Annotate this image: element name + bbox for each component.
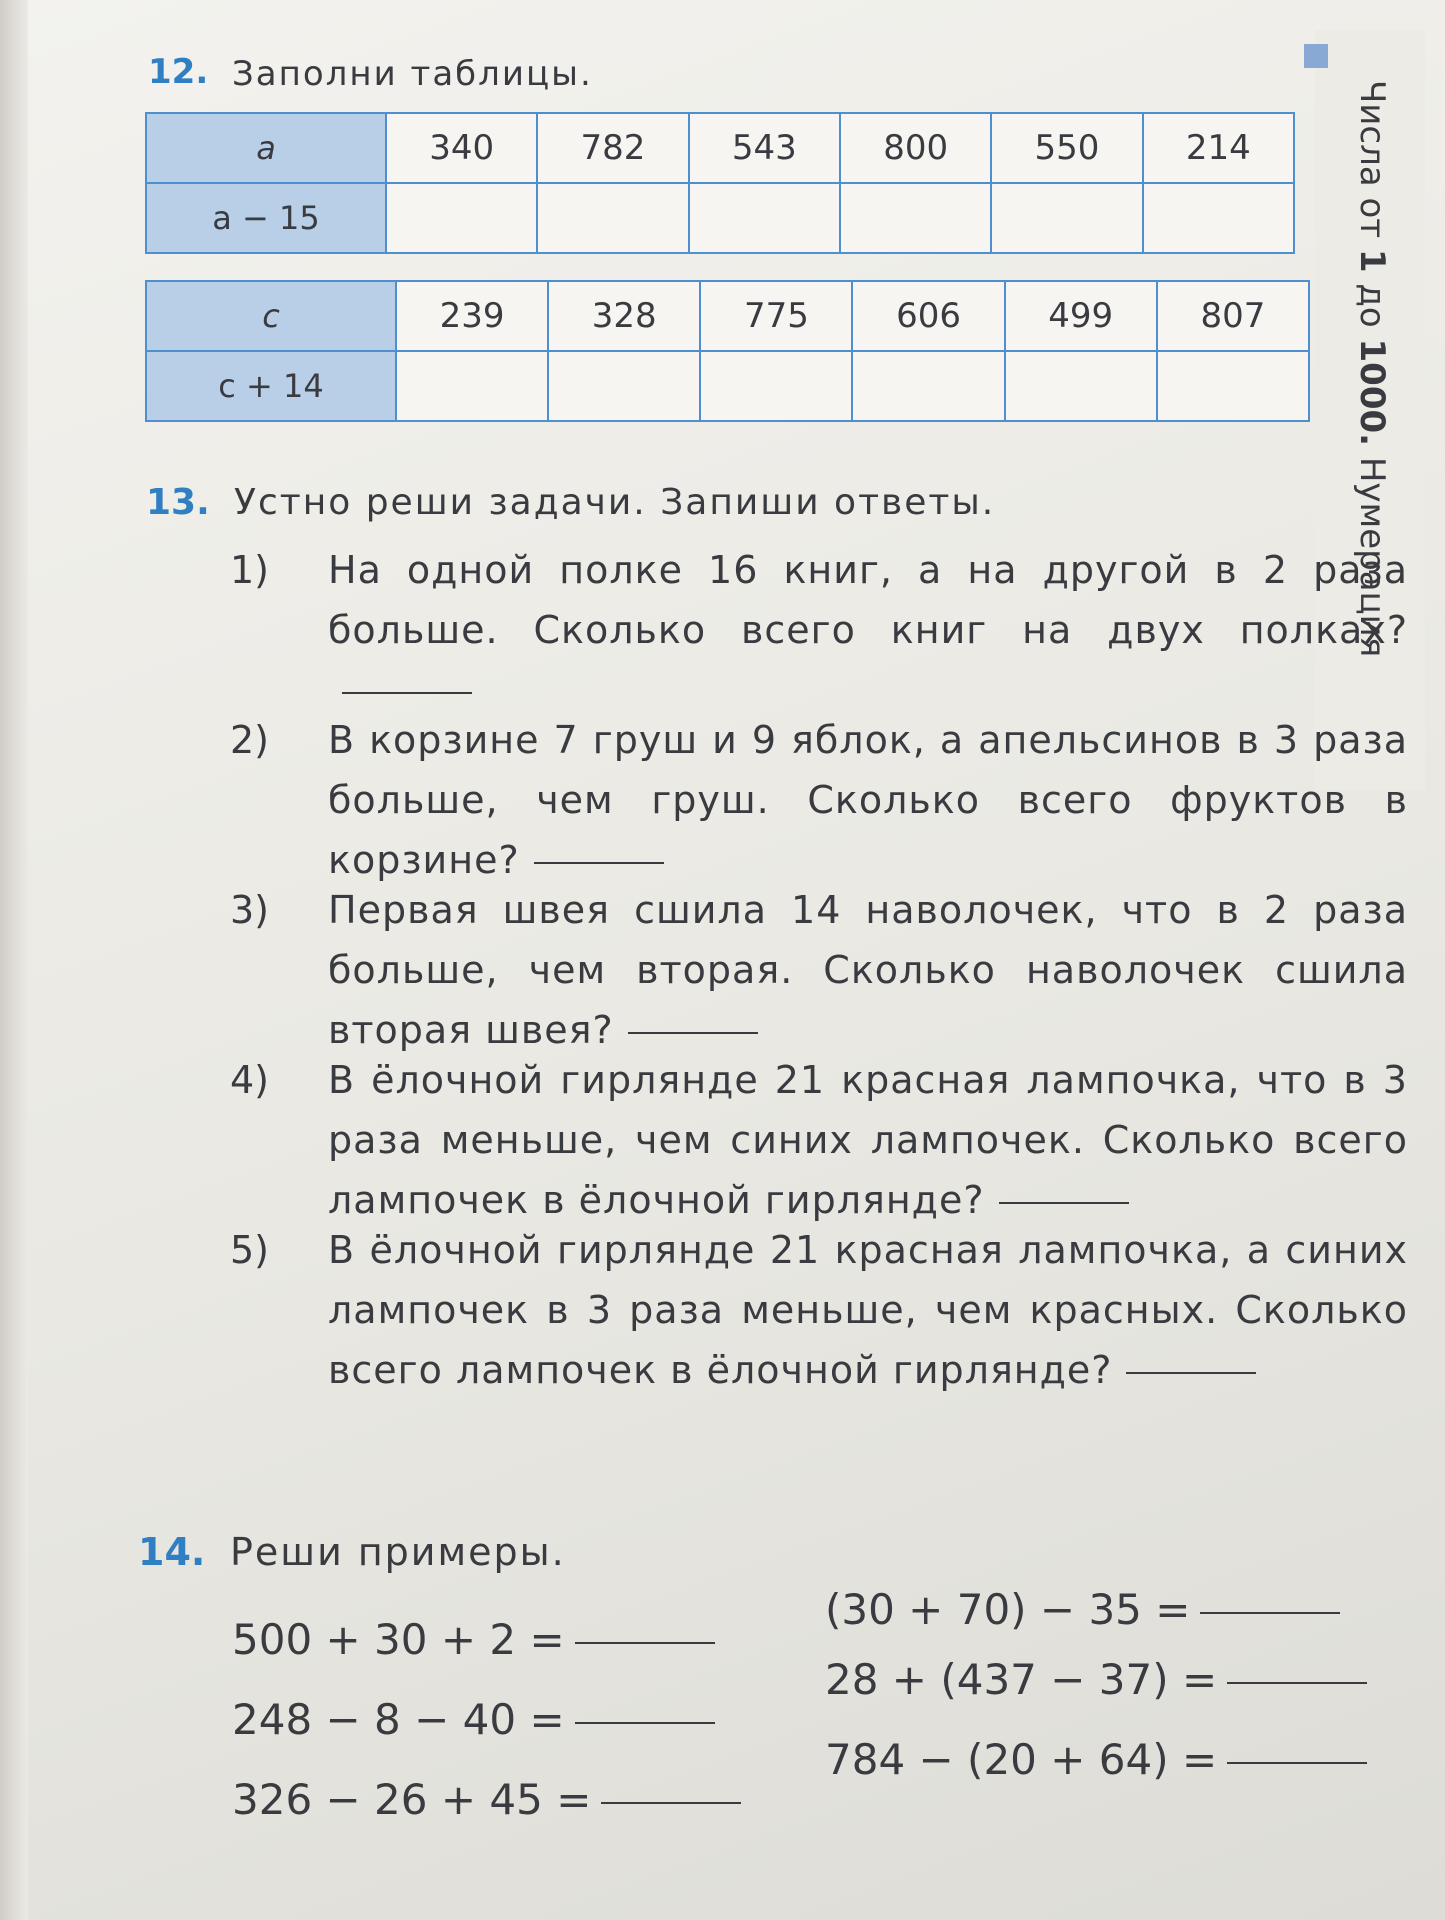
answer-blank[interactable] (1200, 1611, 1340, 1614)
table-a-value: 214 (1143, 113, 1294, 183)
problem-5 (230, 1220, 1410, 1470)
table-a-answer-row (146, 183, 1294, 253)
table-c-value: 239 (396, 281, 548, 351)
table-c-value: 499 (1005, 281, 1157, 351)
problem-number: 4) (230, 1058, 270, 1102)
answer-blank[interactable] (1227, 1681, 1367, 1684)
problem-number: 2) (230, 718, 270, 762)
chapter-title-part: Нумерация (1352, 446, 1392, 658)
table-a-answer-cell[interactable] (537, 183, 688, 253)
table-a-value: 800 (840, 113, 991, 183)
problem-text (328, 1220, 1408, 1400)
example-expression: (30 + 70) − 35 = (825, 1585, 1191, 1634)
problem-text-content: В ёлочной гирлянде 21 красная лампочка, а синих лампочек в 3 раза меньше, чем красных. Сколько всего лампочек в ёлочной гирлянде? (328, 1228, 1408, 1392)
example-row (825, 1735, 1367, 1784)
problem-text-content: На одной полке 16 книг, а на другой в 2 раза больше. Сколько всего книг на двух полках? (328, 548, 1408, 652)
table-a-value: 550 (991, 113, 1142, 183)
example-row (232, 1695, 715, 1744)
example-expression: 784 − (20 + 64) = (825, 1735, 1218, 1784)
problem-text (328, 880, 1408, 1060)
answer-blank[interactable] (1126, 1371, 1256, 1374)
example-row (825, 1655, 1367, 1704)
example-expression: 28 + (437 − 37) = (825, 1655, 1218, 1704)
problem-text-content: В ёлочной гирлянде 21 красная лампочка, что в 3 раза меньше, чем синих лампочек. Сколько всего лампочек в ёлочной гирлянде? (328, 1058, 1408, 1222)
chapter-title-part: до (1352, 272, 1392, 339)
problem-1 (230, 540, 1410, 720)
answer-blank[interactable] (601, 1801, 741, 1804)
table-a-answer-cell[interactable] (689, 183, 840, 253)
problem-2 (230, 710, 1410, 890)
answer-blank[interactable] (534, 861, 664, 864)
problem-text (328, 540, 1408, 720)
table-a-value: 782 (537, 113, 688, 183)
problem-text (328, 1050, 1408, 1230)
task-12-number: 12. (148, 52, 209, 92)
table-c-value: 328 (548, 281, 700, 351)
table-c-answer-cell[interactable] (1005, 351, 1157, 421)
page-binding-edge (0, 0, 28, 1920)
example-expression: 248 − 8 − 40 = (232, 1695, 565, 1744)
chapter-title-part: Числа от (1352, 80, 1392, 249)
table-c-answer-cell[interactable] (1157, 351, 1309, 421)
table-a-head-row (146, 113, 1294, 183)
table-c-answer-cell[interactable] (396, 351, 548, 421)
example-expression: 500 + 30 + 2 = (232, 1615, 565, 1664)
problem-number: 3) (230, 888, 270, 932)
chapter-marker-square (1304, 44, 1328, 68)
problem-4 (230, 1050, 1410, 1230)
answer-blank[interactable] (999, 1201, 1129, 1204)
task-12-title: Заполни таблицы. (232, 54, 593, 94)
table-c (145, 280, 1310, 422)
table-a (145, 112, 1295, 254)
table-c-answer-cell[interactable] (700, 351, 852, 421)
task-14-title: Реши примеры. (230, 1530, 566, 1574)
table-c-value: 606 (852, 281, 1004, 351)
table-a-answer-cell[interactable] (386, 183, 537, 253)
table-c-head-label: c (146, 281, 396, 351)
answer-blank[interactable] (628, 1031, 758, 1034)
problem-number: 1) (230, 548, 270, 592)
table-c-value: 807 (1157, 281, 1309, 351)
table-a-answer-cell[interactable] (840, 183, 991, 253)
example-row (232, 1615, 715, 1664)
table-c-answer-cell[interactable] (852, 351, 1004, 421)
table-a-value: 340 (386, 113, 537, 183)
table-c-answer-row (146, 351, 1309, 421)
problem-text (328, 710, 1408, 890)
answer-blank[interactable] (575, 1721, 715, 1724)
chapter-title-bold: 1 (1352, 248, 1392, 273)
table-c-answer-cell[interactable] (548, 351, 700, 421)
chapter-title-bold: 1000. (1352, 338, 1392, 447)
table-c-row-label: c + 14 (146, 351, 396, 421)
example-row (232, 1775, 741, 1824)
answer-blank[interactable] (1227, 1761, 1367, 1764)
example-row (825, 1585, 1340, 1634)
problem-text-content: Первая швея сшила 14 наволочек, что в 2 раза больше, чем вторая. Сколько наволочек сшила вторая швея? (328, 888, 1408, 1052)
problem-3 (230, 880, 1410, 1060)
table-a-answer-cell[interactable] (1143, 183, 1294, 253)
table-c-head-row (146, 281, 1309, 351)
table-c-value: 775 (700, 281, 852, 351)
answer-blank[interactable] (575, 1641, 715, 1644)
table-a-row-label: a − 15 (146, 183, 386, 253)
problem-text-content: В корзине 7 груш и 9 яблок, а апельсинов в 3 раза больше, чем груш. Сколько всего фруктов в корзине? (328, 718, 1408, 882)
problem-number: 5) (230, 1228, 270, 1272)
task-13-number: 13. (146, 482, 210, 523)
task-13-title: Устно реши задачи. Запиши ответы. (234, 482, 996, 523)
example-expression: 326 − 26 + 45 = (232, 1775, 592, 1824)
table-a-head-label: a (146, 113, 386, 183)
answer-blank[interactable] (342, 691, 472, 694)
table-a-value: 543 (689, 113, 840, 183)
table-a-answer-cell[interactable] (991, 183, 1142, 253)
task-14-number: 14. (138, 1530, 206, 1574)
